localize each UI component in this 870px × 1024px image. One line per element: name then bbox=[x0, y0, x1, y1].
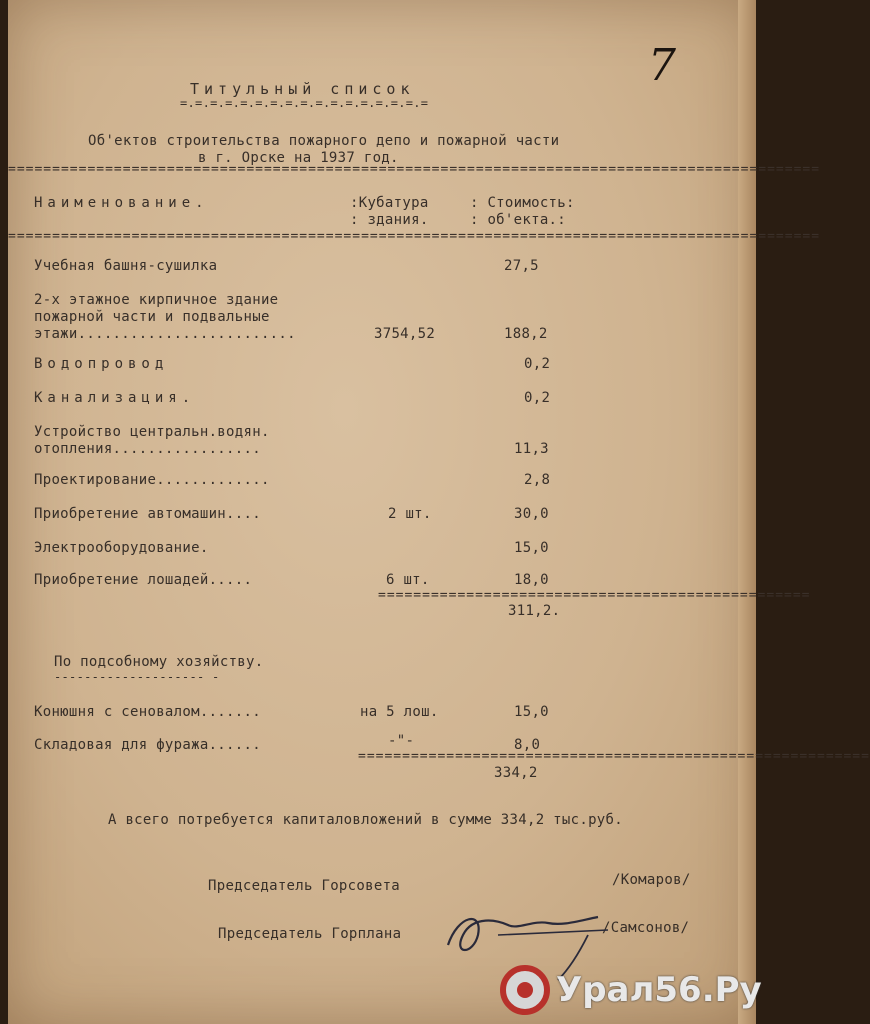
row-volume: на 5 лош. bbox=[360, 704, 439, 720]
row-name-line-1: 2-х этажное кирпичное здание bbox=[34, 292, 279, 308]
row-cost: 188,2 bbox=[504, 326, 548, 342]
summary-line: А всего потребуется капиталовложений в сумме 334,2 тыс.руб. bbox=[108, 812, 623, 828]
row-name: Электрооборудование. bbox=[34, 540, 209, 556]
signature-name: /Самсонов/ bbox=[602, 920, 690, 936]
row-name: Складовая для фуража...... bbox=[34, 737, 261, 753]
row-name-line-2: пожарной части и подвальные bbox=[34, 309, 270, 325]
row-cost: 0,2 bbox=[524, 356, 551, 372]
header-cost-2: : об'екта.: bbox=[470, 212, 567, 228]
header-volume-1: :Кубатура bbox=[350, 195, 429, 211]
row-name: Конюшня с сеновалом....... bbox=[34, 704, 261, 720]
header-name: Наименование. bbox=[34, 195, 209, 211]
watermark-text: Урал56.Ру bbox=[556, 970, 762, 1010]
row-cost: 30,0 bbox=[514, 506, 549, 522]
section-underline: -------------------- - bbox=[54, 670, 220, 684]
row-name: Учебная башня-сушилка bbox=[34, 258, 218, 274]
total-rule: ========================================================== bbox=[358, 749, 870, 764]
row-volume: -"- bbox=[388, 733, 415, 749]
subtitle-line-1: Об'ектов строительства пожарного депо и пожарной части bbox=[88, 133, 560, 149]
row-volume: 2 шт. bbox=[388, 506, 432, 522]
row-name: Водопровод bbox=[34, 356, 169, 372]
row-name-line-2: отопления................. bbox=[34, 441, 261, 457]
row-name: Приобретение лошадей..... bbox=[34, 572, 253, 588]
row-volume: 6 шт. bbox=[386, 572, 430, 588]
page-edge bbox=[738, 0, 756, 1024]
row-cost: 2,8 bbox=[524, 472, 551, 488]
row-name-line-1: Устройство центральн.водян. bbox=[34, 424, 270, 440]
section-title: По подсобному хозяйству. bbox=[54, 654, 264, 670]
row-name: Приобретение автомашин.... bbox=[34, 506, 261, 522]
row-name: Канализация. bbox=[34, 390, 196, 406]
document-page bbox=[8, 0, 870, 1024]
subtotal-value: 311,2. bbox=[508, 603, 561, 619]
total-value: 334,2 bbox=[494, 765, 538, 781]
subtotal-rule: ================================================= bbox=[378, 588, 811, 603]
row-name: Проектирование............. bbox=[34, 472, 270, 488]
title-underline: =.=.=.=.=.=.=.=.=.=.=.=.=.=.=.=.= bbox=[180, 96, 429, 110]
row-cost: 11,3 bbox=[514, 441, 549, 457]
signature-role: Председатель Горплана bbox=[218, 926, 402, 942]
row-cost: 15,0 bbox=[514, 540, 549, 556]
row-cost: 15,0 bbox=[514, 704, 549, 720]
watermark-logo bbox=[500, 965, 762, 1015]
document-title: Титульный список bbox=[190, 80, 415, 98]
header-cost-1: : Стоимость: bbox=[470, 195, 575, 211]
subtitle-line-2: в г. Орске на 1937 год. bbox=[198, 150, 399, 166]
signature-name: /Комаров/ bbox=[612, 872, 691, 888]
row-cost: 8,0 bbox=[514, 737, 541, 753]
row-name-line-3: этажи......................... bbox=[34, 326, 296, 342]
signature-role: Председатель Горсовета bbox=[208, 878, 401, 894]
page-number: 7 bbox=[648, 40, 676, 91]
row-cost: 0,2 bbox=[524, 390, 551, 406]
row-cost: 18,0 bbox=[514, 572, 549, 588]
header-top-rule: ============================================================================================ bbox=[8, 162, 821, 177]
row-volume: 3754,52 bbox=[374, 326, 436, 342]
logo-icon bbox=[500, 965, 550, 1015]
row-cost: 27,5 bbox=[504, 258, 539, 274]
header-volume-2: : здания. bbox=[350, 212, 429, 228]
header-bottom-rule: ============================================================================================ bbox=[8, 229, 821, 244]
